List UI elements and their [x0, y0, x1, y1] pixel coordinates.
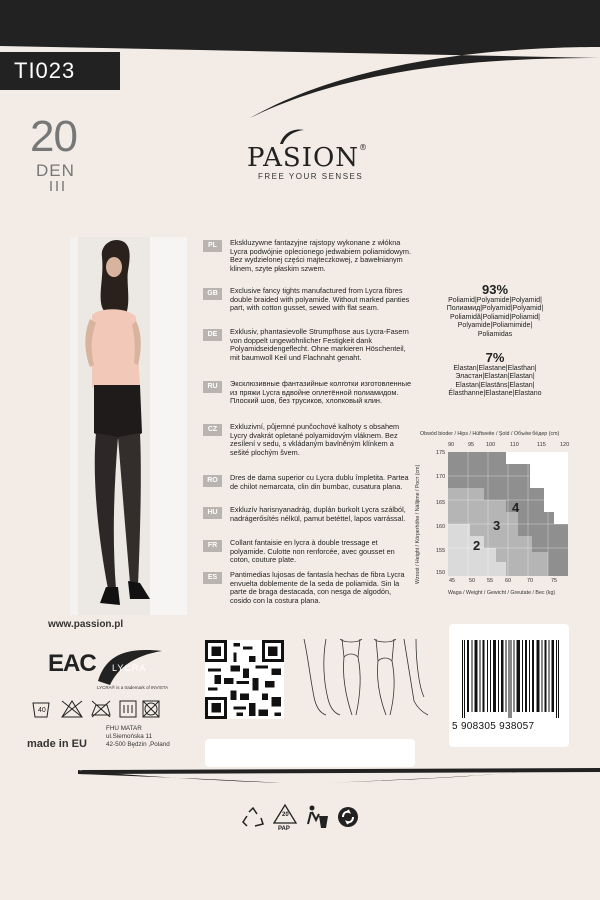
hips-tick: 115 [537, 442, 546, 448]
manufacturer-address [106, 725, 170, 749]
care-symbols [30, 697, 165, 719]
composition-line: Poliamidă|Poliamid|Poliamid| [450, 313, 540, 321]
weight-label: Waga / Weight / Gewicht / Greutate / Bec (kg) [448, 590, 556, 596]
size-4-label: 4 [512, 500, 520, 515]
tights-sketch [300, 637, 430, 717]
wash-temp: 40 [38, 707, 46, 714]
manufacturer-name: FHU MATAR [106, 725, 142, 732]
size-chart-grid [448, 452, 568, 576]
recycle-icon [241, 806, 265, 830]
composition-primary [420, 282, 570, 339]
lang-code: RU [203, 381, 222, 393]
description-de [203, 328, 413, 362]
description-ru [203, 380, 413, 406]
lang-code: PL [203, 240, 222, 252]
height-tick: 155 [436, 548, 446, 554]
lang-code: ES [203, 572, 222, 584]
manufacturer-street: ul.Siemońska 11 [106, 733, 153, 740]
hips-ticks [448, 442, 572, 450]
lycra-trademark-note: LYCRA® is a trademark of INVISTA [97, 685, 169, 690]
height-ticks [436, 450, 448, 580]
website-link[interactable]: www.passion.pl [48, 619, 124, 630]
height-tick: 170 [436, 474, 446, 480]
description-ro [203, 474, 413, 491]
lang-text: Collant fantaisie en lycra à double tressage et polyamide. Culotte non renforcée, avec gousset en coton, couture plate. [230, 538, 395, 565]
size-3-label: 3 [493, 518, 501, 533]
brand-swoosh-icon [276, 126, 306, 146]
lang-code: CZ [203, 424, 222, 436]
lang-code: RO [203, 475, 222, 487]
lang-text: Dres de dama superior cu Lycra dublu împletita. Partea de chilot nemarcata, clin din bumbac, cusatura plana. [230, 473, 409, 491]
weight-tick: 60 [505, 578, 512, 584]
den-value: 20 [30, 112, 77, 161]
brand-name: PASION® [247, 143, 369, 173]
weight-tick: 75 [551, 578, 558, 584]
pap-label: PAP [278, 826, 290, 832]
bottom-fold-line [0, 760, 600, 790]
description-cz [203, 423, 413, 457]
brand-tagline: FREE YOUR SENSES [258, 172, 364, 181]
composition-line: Elastan|Elastane|Elasthan| [453, 365, 537, 372]
height-label: Wzrost / Height / Körperhöhe / Nálljime / Рост (cm) [415, 464, 421, 584]
hips-tick: 100 [486, 442, 496, 448]
lang-text: Эксклюзивные фантазийные колготки изготовленные из пряжи Lycra вдвойне оплетённой полиамидом. Плоский шов, без трусиков, хлопковый клин. [230, 379, 412, 406]
composition-line: Élasthanne|Elastane|Elastano [448, 390, 542, 398]
lang-text: Exkluzív harisnyanadrág, duplán burkolt Lycra szálból, nadrágerősítés nélkül, pamut betéttel, lapos varrással. [230, 505, 406, 523]
lycra-text: LYCRA [112, 663, 147, 673]
eac-mark: EAC [48, 650, 96, 677]
lang-text: Exklusiv, phantasievolle Strumpfhose aus Lycra-Fasern von doppelt ungewöhnlicher Festigkeit dank Polyamidseidengeflecht. Ohne markieren Höschenteil, mit baumwoll Keil und Flachnaht genaht. [230, 327, 409, 362]
hips-tick: 95 [468, 442, 475, 448]
hips-label: Obwód bioder / Hips / Hüftweite / Şold / Объём бёдер (cm) [420, 431, 560, 437]
weight-tick: 55 [487, 578, 494, 584]
lang-text: Pantimedias lujosas de fantasía hechas de fibra Lycra envuelta doblemente de la seda de poliamida. Sin la parte de braga destacada, con nesga de algodón, cosido con la costura plana. [230, 570, 405, 605]
qr-code[interactable] [205, 640, 284, 719]
weight-ticks [449, 578, 573, 586]
lang-code: HU [203, 507, 222, 519]
lang-text: Ekskluzywne fantazyjne rajstopy wykonane z włókna Lycra podwójnie oplecionego jedwabiem poliamidowym. Bez wydzielonej części majteczkowej, z bawełnianym klinem, szyte płaskim szwem. [230, 238, 412, 273]
lang-text: Exclusive fancy tights manufactured from Lycra fibres double braided with polyamide. Without marked panties part, with cotton gusset, sewed with flat seam. [230, 286, 410, 313]
lang-code: FR [203, 540, 222, 552]
weight-tick: 45 [449, 578, 456, 584]
height-tick: 165 [436, 500, 446, 506]
composition-line: Polyamide|Poliamimide| [457, 322, 533, 330]
height-tick: 160 [436, 524, 446, 530]
composition-line: Полиамид|Polyamid|Polyamid| [446, 305, 544, 313]
barcode-number: 5 908305 938057 [452, 721, 535, 732]
hips-tick: 90 [448, 442, 455, 448]
lang-code: GB [203, 288, 222, 300]
primary-percent: 93% [481, 282, 509, 297]
description-pl [203, 239, 413, 273]
no-iron-icon [92, 705, 110, 715]
size-2-label: 2 [473, 538, 481, 553]
tidyman-icon [304, 804, 330, 830]
height-tick: 175 [436, 450, 446, 456]
made-in: made in EU [27, 738, 87, 750]
weight-tick: 70 [527, 578, 534, 584]
hips-tick: 110 [510, 442, 519, 448]
green-dot-icon [336, 805, 360, 829]
den-label: DEN [36, 161, 75, 180]
composition-line: Poliamid|Polyamide|Polyamid| [448, 297, 542, 304]
description-gb [203, 287, 413, 313]
model-photo [70, 237, 187, 615]
composition-line: Эластан|Elastan|Elastan| [455, 373, 535, 381]
lang-code: DE [203, 329, 222, 341]
secondary-percent: 7% [485, 350, 505, 365]
description-es [203, 571, 413, 605]
description-hu [203, 506, 413, 523]
composition-secondary [420, 350, 570, 399]
hips-tick: 120 [560, 442, 570, 448]
den-bars-icon [50, 181, 72, 191]
barcode[interactable] [462, 640, 560, 718]
manufacturer-city: 42-500 Będzin ,Poland [106, 741, 170, 748]
composition-line: Elastan|Elastāns|Elastan| [455, 381, 535, 389]
product-code: TI023 [0, 52, 120, 90]
weight-tick: 50 [469, 578, 476, 584]
composition-line: Poliamidas [477, 330, 513, 338]
pap-code: 20 [282, 812, 289, 818]
height-tick: 150 [436, 570, 446, 576]
description-fr [203, 539, 413, 565]
lang-text: Exkluzivní, půjemné punčochové kalhoty s obsahem Lycry dvakrát opletané polyamidovým vláknem. Bez zesílení v sedu, s vkládaným bavlněným klínkem a sešité plochým švem. [230, 422, 400, 457]
